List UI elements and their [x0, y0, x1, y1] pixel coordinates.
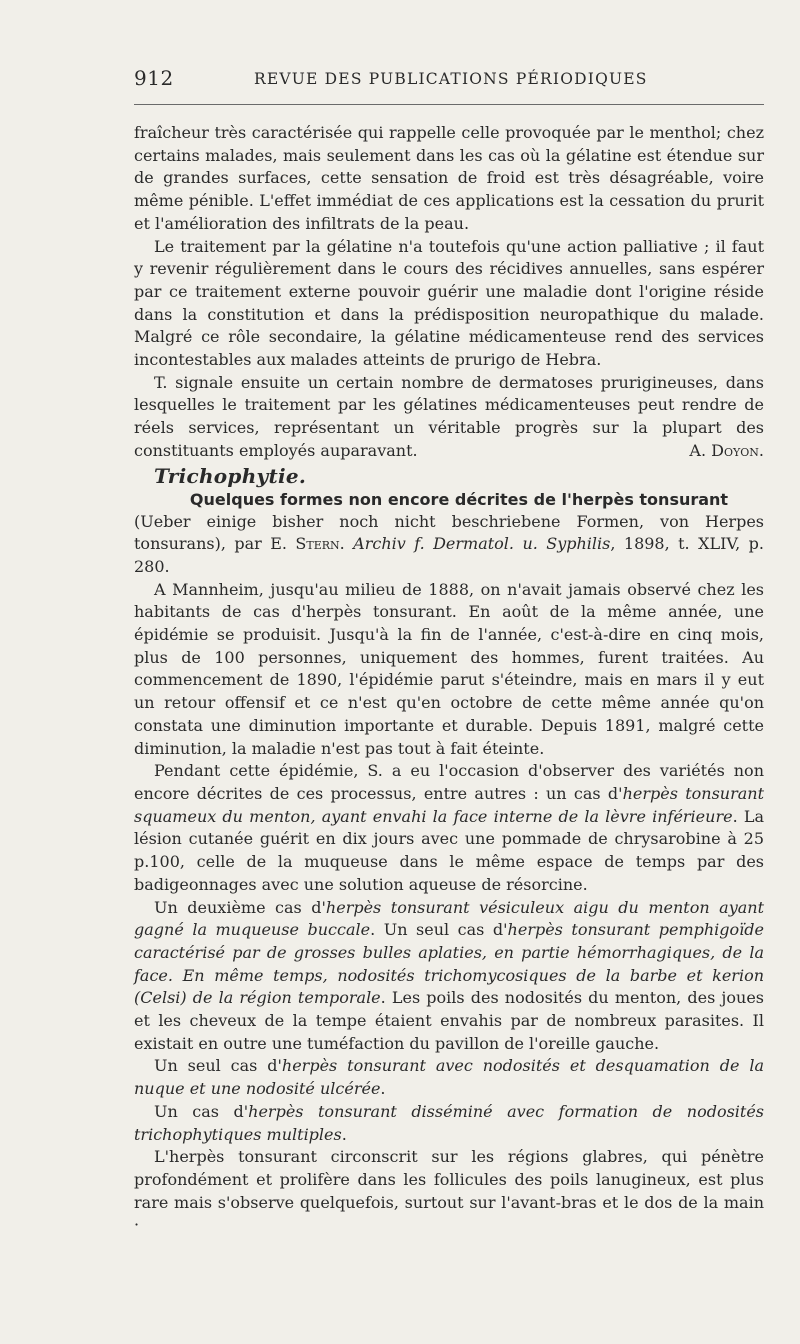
citation-end: , 1898, t. XLIV, p. 280. [134, 534, 765, 576]
running-head [134, 66, 760, 96]
p3-text-a: Un deuxième cas d' [154, 897, 326, 917]
article-citation [134, 511, 764, 579]
paragraph-circonscrit: L'herpès tonsurant circonscrit sur les régions glabres, qui pénètre profondément et prolifère dans les follicules des poils lanugineux, est plus rare mais s'observe quelquefois, surtout sur l'avant-bras et le dos de la main · [134, 1147, 764, 1235]
page-number: 912 [134, 66, 174, 90]
p3-text-b: . Un seul cas d' [370, 920, 508, 940]
p3-italic-2: herpès tonsurant pemphigoïde caractérisé par de grosses bulles aplaties, en partie hémorrhagiques, de la face. En même temps, nodosités trichomycosiques de la barbe et kerion (Celsi) de la région temporale [134, 920, 764, 1008]
p2-text-a: Pendant cette épidémie, S. a eu l'occasion d'observer des variétés non encore décrites de ces processus, entre autres : un cas d' [134, 761, 764, 803]
paragraph-continued: fraîcheur très caractérisée qui rappelle celle provoquée par le menthol; chez certains malades, mais seulement dans les cas où la gélatine est étendue sur de grandes surfaces, cette sensation de froid est très désagréable, voire même pénible. L'effet immédiat de ces applications est la cessation du prurit et l'amélioration des infiltrats de la peau. [134, 123, 764, 233]
p5-text-a: Un cas d' [154, 1101, 249, 1121]
paragraph-dermatoses [134, 372, 764, 463]
paragraph-epidemie [134, 760, 764, 896]
paragraph-dissemine [134, 1101, 764, 1146]
p5-text-b: . [341, 1124, 347, 1144]
paragraph-gelatine-palliative: Le traitement par la gélatine n'a toutefois qu'une action palliative ; il faut y revenir régulièrement dans le cours des récidives annuelles, sans espérer par ce traitement externe pouvoir guérir une maladie dont l'origine réside dans la constitution et dans la prédisposition neuropathique du malade. Malgré ce rôle secondaire, la gélatine médicamenteuse rend des services incontestables aux malades atteints de prurigo de Hebra. [134, 236, 764, 370]
p3-italic-1: herpès tonsurant vésiculeux aigu du menton ayant gagné la muqueuse buccale [134, 897, 765, 940]
article-title: Quelques formes non encore décrites de l'herpès tonsurant [189, 489, 729, 509]
p4-text-a: Un seul cas d' [154, 1056, 282, 1076]
author-signature: A. Doyon. [689, 440, 764, 460]
p5-italic: herpès tonsurant disséminé avec formation de nodosités trichophytiques multiples [134, 1101, 765, 1144]
article-body [134, 122, 764, 1237]
paragraph-mannheim: A Mannheim, jusqu'au milieu de 1888, on n'avait jamais observé chez les habitants de cas d'herpès tonsurant. En août de la même année, une épidémie se produisit. Jusqu'à la fin de l'année, c'est-à-dire en cinq mois, plus de 100 personnes, uniquement des hommes, furent traitées. Au commencement de 1890, l'épidémie parut s'éteindre, mais en mars il y eut un retour offensif et ce n'est qu'en octobre de cette même année qu'on constata une diminution importante et durable. Depuis 1891, malgré cette diminution, la maladie n'est pas tout à fait éteinte. [134, 579, 764, 758]
p2-text-b: . La lésion cutanée guérit en dix jours avec une pommade de chrysarobine à 25 p.100, celle de la muqueuse dans le même espace de temps par des badigeonnages avec une solution aqueuse de résorcine. [134, 806, 764, 894]
citation-author: Stern [295, 534, 340, 554]
paragraph-dermatoses-text: T. signale ensuite un certain nombre de dermatoses prurigineuses, dans lesquelles le traitement par les gélatines médicamenteuses peut rendre de réels services, représentant un véritable progrès sur la plupart des constituants employés auparavant. [134, 372, 764, 460]
citation-separator: . [339, 534, 354, 554]
header-rule [134, 104, 764, 105]
paragraph-deuxieme-cas [134, 897, 764, 1056]
journal-title: REVUE DES PUBLICATIONS PÉRIODIQUES [254, 70, 648, 88]
paragraph-nuque [134, 1055, 764, 1100]
citation-start: (Ueber einige bisher noch nicht beschriebene Formen, von Herpes tonsurans), par E. [134, 511, 764, 554]
section-title: Trichophytie. [154, 463, 307, 488]
citation-journal: Archiv f. Dermatol. u. Syphilis [353, 534, 611, 554]
p4-italic: herpès tonsurant avec nodosités et desquamation de la nuque et une nodosité ulcérée [134, 1056, 764, 1099]
p2-italic: herpès tonsurant squameux du menton, ayant envahi la face interne de la lèvre inférieure [134, 783, 765, 826]
p4-text-b: . [380, 1079, 386, 1099]
p3-text-c: . Les poils des nodosités du menton, des joues et les cheveux de la tempe étaient envahis par de nombreux parasites. Il existait en outre une tuméfaction du pavillon de l'oreille gauche. [134, 988, 765, 1053]
